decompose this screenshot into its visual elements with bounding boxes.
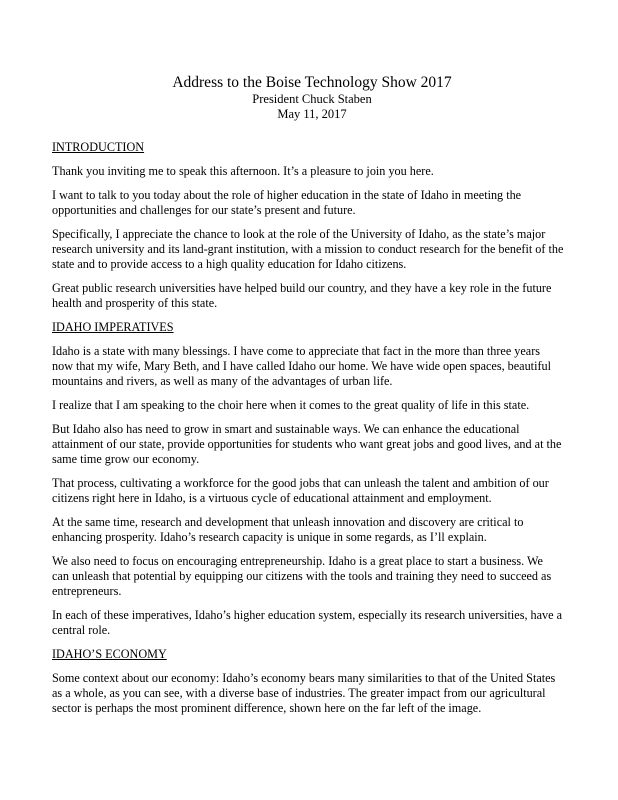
section-heading: IDAHO’S ECONOMY [52,647,167,661]
document-header [52,74,572,122]
paragraph: Specifically, I appreciate the chance to look at the role of the University of Idaho, as the state’s major research university and its land-grant institution, with a mission to conduct research for the benefit of the state and to provide access to a high quality education for Idaho citizens. [52,227,564,271]
paragraph: But Idaho also has need to grow in smart and sustainable ways. We can enhance the educational attainment of our state, provide opportunities for students who want great jobs and good lives, and at the same time grow our economy. [52,422,562,466]
section-heading: INTRODUCTION [52,140,145,154]
paragraph: In each of these imperatives, Idaho’s higher education system, especially its research universities, have a central role. [52,608,562,637]
paragraph: Idaho is a state with many blessings. I have come to appreciate that fact in the more than three years now that my wife, Mary Beth, and I have called Idaho our home. We have wide open spaces, beautiful mountains and rivers, as well as many of the advantages of urban life. [52,344,551,388]
section-idaho-imperatives [52,320,572,638]
paragraph: I realize that I am speaking to the choir here when it comes to the great quality of life in this state. [52,398,530,412]
section-idahos-economy [52,647,572,716]
paragraph: Some context about our economy: Idaho’s economy bears many similarities to that of the United States as a whole, as you can see, with a diverse base of industries. The greater impact from our agricultural sector is perhaps the most prominent difference, shown here on the far left of the image. [52,671,556,715]
speaker-name: President Chuck Staben [252,92,372,106]
paragraph: Great public research universities have helped build our country, and they have a key role in the future health and prosperity of this state. [52,281,552,310]
section-introduction [52,140,572,311]
paragraph: At the same time, research and development that unleash innovation and discovery are critical to enhancing prosperity. Idaho’s research capacity is unique in some regards, as I’ll explain. [52,515,524,544]
speech-date: May 11, 2017 [277,107,347,121]
paragraph: Thank you inviting me to speak this afternoon. It’s a pleasure to join you here. [52,164,434,178]
document-title: Address to the Boise Technology Show 2017 [172,74,452,91]
document-page [52,74,572,725]
section-heading: IDAHO IMPERATIVES [52,320,174,334]
paragraph: We also need to focus on encouraging entrepreneurship. Idaho is a great place to start a business. We can unleash that potential by equipping our citizens with the tools and training they need to succeed as entrepreneurs. [52,554,552,598]
paragraph: I want to talk to you today about the role of higher education in the state of Idaho in meeting the opportunities and challenges for our state’s present and future. [52,188,522,217]
paragraph: That process, cultivating a workforce for the good jobs that can unleash the talent and ambition of our citizens right here in Idaho, is a virtuous cycle of educational attainment and employment. [52,476,549,505]
